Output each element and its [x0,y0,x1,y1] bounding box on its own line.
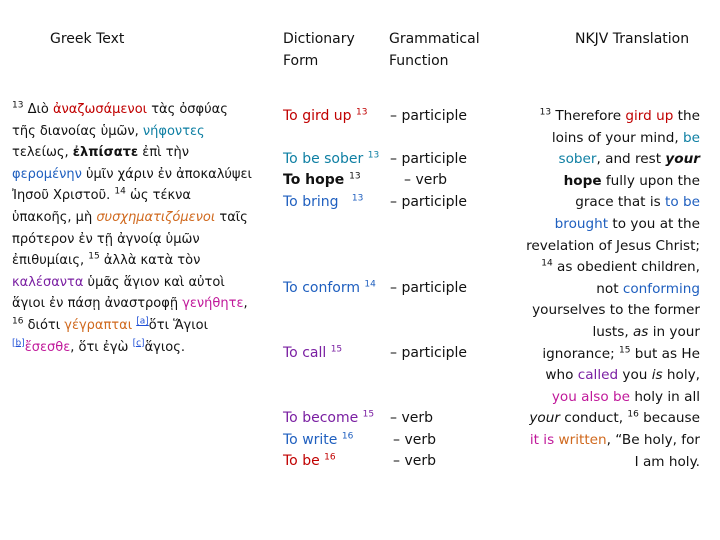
nkjv-translation-passage: $^{13}$ Therefore gird up the loins of your mind, be sober, and rest your hope fully upon the grace that is to be brought to you at the revelation of Jesus Christ; $^{14}$ as obedient children, not conforming yourselves to the former lusts, as in your ignorance; $^{15}$ but as He who called you is holy, you also be holy in all your conduct, $^{16}$ because it is written, “Be holy, for I am holy. [526,107,700,470]
translation-word-conforming: conforming [622,280,700,297]
dictionary-form-row: To be $^{16}$ [283,452,336,469]
greek-word-esesthe: ἔσεσθε [24,339,71,355]
greek-word-syschematizomenoi: συσχηματιζόμενοι [96,209,216,225]
dictionary-form-row: To write $^{16}$ [283,431,354,448]
grammatical-function-row: – verb [393,453,436,469]
translation-word-you-also-be: you also be [551,388,630,405]
translation-word-be-sober: be sober [558,129,700,168]
footnote-link-b[interactable]: [b] [12,338,25,349]
translation-word-written: written [558,431,607,448]
grammatical-function-row: – verb [390,410,433,426]
greek-word-anazosamenoi: ἀναζωσάμενοι [52,102,148,117]
verse-number: 15 [619,345,631,355]
dictionary-form-header: Dictionary Form [283,31,355,69]
verse-number: 13 [12,100,24,111]
translation-word-is: is [651,367,663,384]
translation-word-called: called [577,367,619,384]
translation-word-as: as [632,323,649,340]
grammatical-function-row: – participle [390,194,468,210]
greek-word-pheromenen: φερομένην [12,166,82,182]
dictionary-form-row: To be sober $^{13}$ [283,150,380,167]
verse-number: 14 [541,258,553,269]
verse-number: 15 [88,251,100,262]
greek-word-kalesanta: καλέσαντα [12,274,84,290]
grammatical-function-row: – participle [390,108,468,124]
translation-word-hope: hope [563,172,602,189]
verse-number: 16 [627,409,639,420]
grammatical-function-header: Grammatical Function [389,31,480,69]
translation-word-your-italic: your [529,410,560,427]
grammatical-function-row: – participle [390,280,468,296]
verse-number: 13 [539,107,552,118]
footnote-link-c[interactable]: [c] [132,338,145,349]
verse-number: 16 [12,316,24,327]
greek-word-gegraptai: γέγραπται [64,317,133,333]
greek-text-header: Greek Text [50,31,125,47]
grammatical-function-row: – verb [393,432,436,448]
nkjv-translation-header: NKJV Translation [575,31,690,47]
dictionary-form-row: To hope $^{13}$ [283,171,361,188]
grammatical-function-row: – verb [404,172,447,188]
translation-word-gird-up: gird up [625,108,674,124]
dictionary-form-row: To gird up $^{13}$ [283,107,368,124]
dictionary-form-row: To become $^{15}$ [283,409,375,426]
greek-word-genethete: γενήθητε [182,296,244,312]
grammatical-function-row: – participle [390,345,468,361]
dictionary-form-row: To bring $^{13}$ [283,193,364,210]
greek-word-nephontes: νήφοντες [142,123,205,139]
dictionary-form-row: To call $^{15}$ [283,344,343,361]
verse-number: 14 [114,187,126,198]
footnote-link-a[interactable]: [a] [136,316,149,327]
translation-word-your: your [665,151,700,168]
greek-word-elpisate: ἐλπίσατε [72,145,139,161]
dictionary-form-row: To conform $^{14}$ [283,279,376,296]
translation-word-to-be-brought: to be brought [554,194,700,232]
translation-word-it-is: it is [529,431,555,448]
greek-text-passage: $^{13}$ Διὸ ἀναζωσάμενοι τὰς ὀσφύας τῆς διανοίας ὑμῶν, νήφοντες τελείως, ἐλπίσατε ἐπὶ τὴν φερομένην ὑμῖν χάριν ἐν ἀποκαλύψει Ἰησοῦ Χριστοῦ. $^{14}$ ὡς τέκνα ὑπακοῆς, μὴ συσχηματιζόμενοι ταῖς πρότερον ἐν τῇ ἀγνοίᾳ ὑμῶν ἐπιθυμίαις, $^{15}$ ἀλλὰ κατὰ τὸν καλέσαντα ὑμᾶς ἅγιον καὶ αὐτοὶ ἅγιοι ἐν πάσῃ ἀναστροφῇ γενήθητε, $^{16}$ διότι γέγραπται [a]ὅτι Ἅγιοι [b]ἔσεσθε, ὅτι ἐγὼ [c]ἅγιος. [12,100,252,355]
grammatical-function-row: – participle [390,151,468,167]
